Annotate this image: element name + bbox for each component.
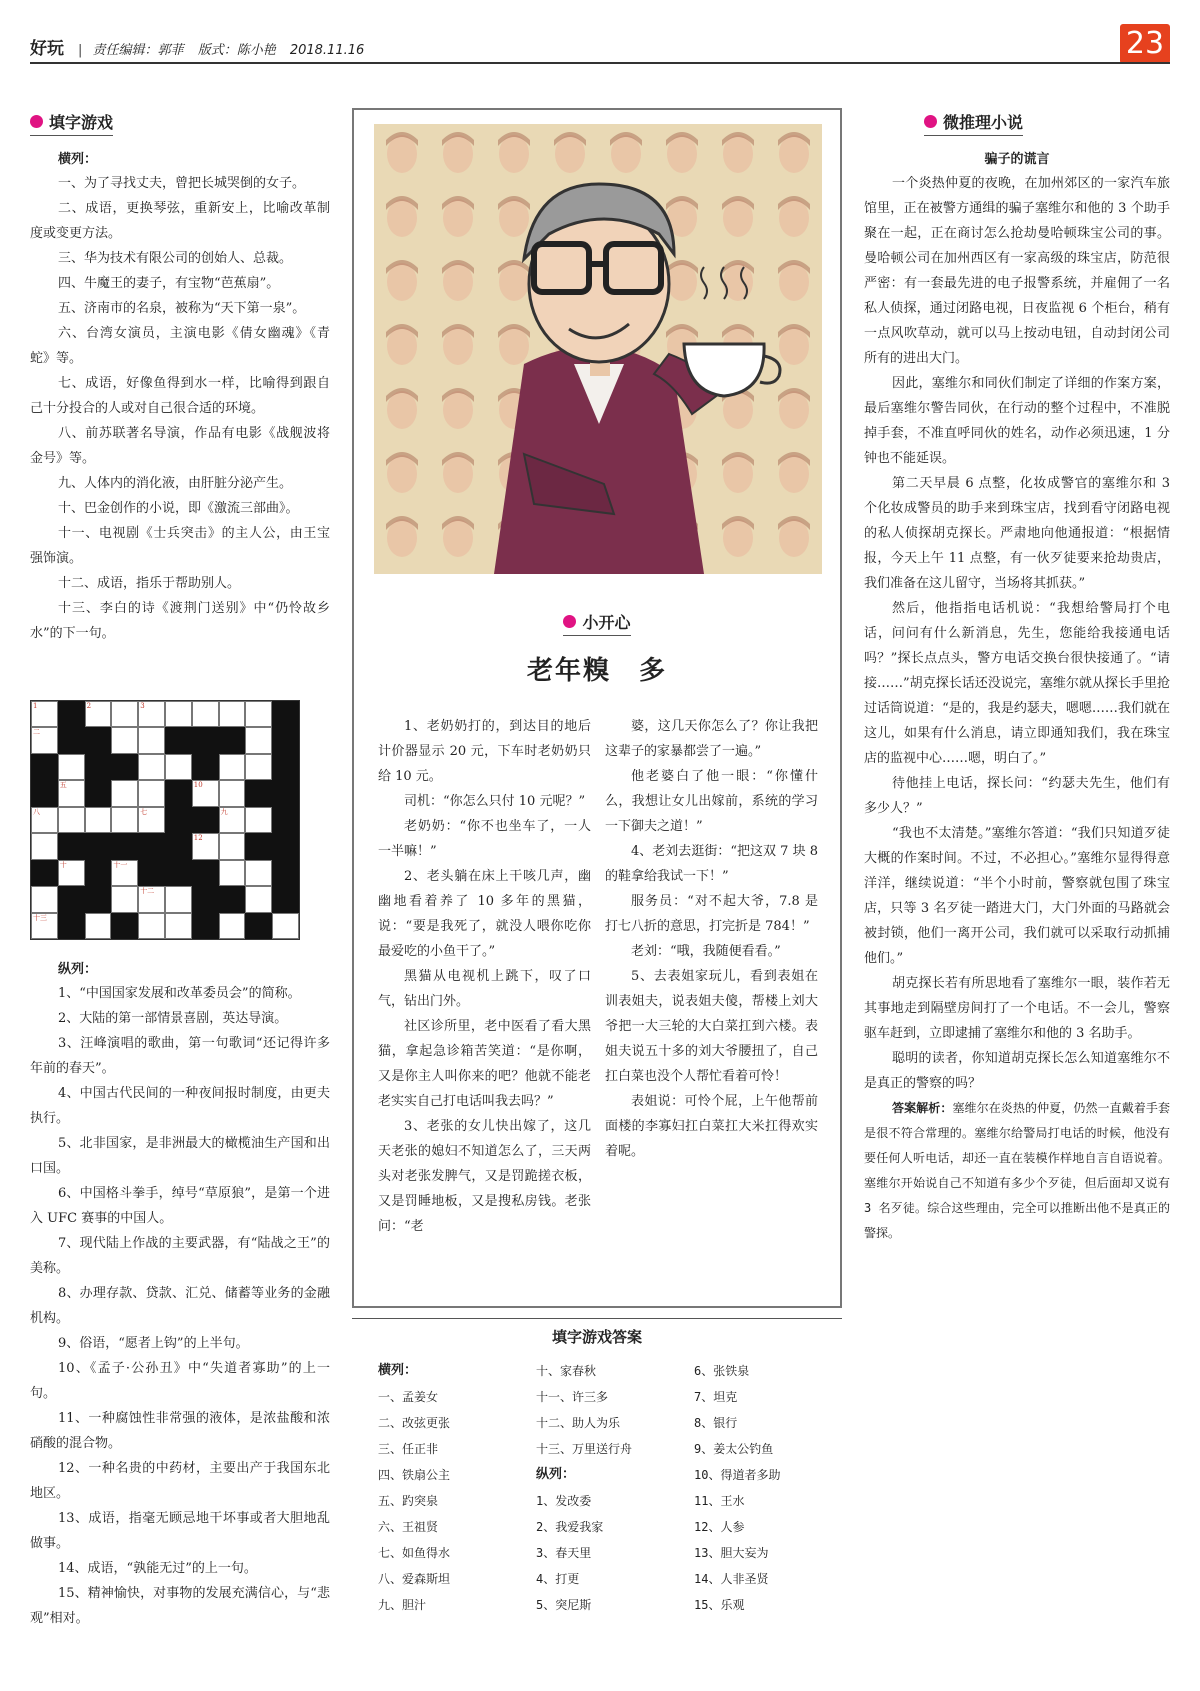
grid-cell <box>111 886 138 912</box>
down-clue: 1、“中国国家发展和改革委员会”的简称。 <box>58 986 301 1001</box>
grid-cell-black <box>138 860 165 886</box>
across-heading: 横列： <box>58 152 98 167</box>
grid-cell-black <box>85 780 112 806</box>
answer-item: 三、任正非 <box>378 1442 439 1456</box>
grid-cell <box>138 913 165 939</box>
grid-cell-black <box>272 833 299 859</box>
grid-cell-black <box>165 860 192 886</box>
grid-cell-black <box>245 913 272 939</box>
grid-cell-black <box>219 727 246 753</box>
down-clue: 10、《孟子·公孙丑》中“失道者寡助”的上一句。 <box>30 1361 330 1401</box>
grid-cell <box>31 833 58 859</box>
answers-column-2 <box>536 1358 676 1618</box>
answer-item: 13、胆大妄为 <box>694 1546 769 1560</box>
grid-clue-number: 十 <box>59 860 67 869</box>
grid-cell-black <box>58 727 85 753</box>
grid-cell-black <box>138 833 165 859</box>
mystery-story-title: 骗子的谎言 <box>984 152 1050 167</box>
grid-cell-black <box>272 860 299 886</box>
down-clue: 5、北非国家，是非洲最大的橄榄油生产国和出口国。 <box>30 1136 330 1176</box>
mystery-paragraph: 一个炎热仲夏的夜晚，在加州郊区的一家汽车旅馆里，正在被警方通缉的骗子塞维尔和他的 3 个助手聚在一起，正在商讨怎么抢劫曼哈顿珠宝公司的事。曼哈顿公司在加州西区有一家高级的珠宝店，防范很严密：有一套最先进的电子报警系统，并雇佣了一名私人侦探，通过闭路电视，日夜监视 6 个柜台，稍有一点风吹草动，就可以马上按动电钮，自动封闭公司所有的进出大门。 <box>864 176 1170 366</box>
grid-cell <box>31 701 58 727</box>
mystery-answer <box>864 1096 1170 1246</box>
joke-paragraph: 3、老张的女儿快出嫁了，这几天老张的媳妇不知道怎么了，三天两头对老张发脾气，又是罚跪搓衣板，又是罚睡地板，又是搜私房钱。老张问：“老 <box>378 1119 591 1234</box>
grid-cell <box>165 886 192 912</box>
answers-column-3 <box>694 1358 834 1618</box>
grid-clue-number: 十三 <box>33 913 47 922</box>
joke-paragraph: 老刘：“哦，我随便看看。” <box>631 944 781 959</box>
grid-clue-number: 七 <box>140 807 148 816</box>
grid-cell <box>58 807 85 833</box>
grid-cell <box>85 807 112 833</box>
grid-cell <box>31 807 58 833</box>
across-clue: 九、人体内的消化液，由肝脏分泌产生。 <box>58 476 293 491</box>
mystery-paragraph: 然后，他指指电话机说：“我想给警局打个电话，问问有什么新消息，先生，您能给我接通电话吗？”探长点点头，警方电话交换台很快接通了。“请接……”胡克探长话还没说完，塞维尔就从探长手里抢过话筒说道：“是的，我是约瑟夫，嗯嗯……我们就在这儿，如果有什么消息，请立即通知我们，我在珠宝店的监视中心……嗯，明白了。” <box>864 601 1170 766</box>
joke-paragraph: 表姐说：可怜个屁，上午他帮前面楼的李寡妇扛白菜扛大米扛得欢实着呢。 <box>605 1094 818 1159</box>
grid-cell-black <box>272 807 299 833</box>
grid-cell <box>58 780 85 806</box>
joke-paragraph: 2、老头躺在床上干咳几声，幽幽地看着养了 10 多年的黑猫，说：“要是我死了，就没人喂你吃你最爱吃的小鱼干了。” <box>378 869 591 959</box>
grid-cell-black <box>192 913 219 939</box>
joke-paragraph: 服务员：“对不起大爷，7.8 是打七八折的意思，打完折是 784！” <box>605 894 818 934</box>
grid-cell <box>111 701 138 727</box>
grid-cell-black <box>165 807 192 833</box>
grid-clue-number: 十二 <box>140 887 155 896</box>
answer-item: 五、趵突泉 <box>378 1494 439 1508</box>
joke-headline: 老年糗 多 <box>526 656 667 686</box>
joke-paragraph: 婆，这几天你怎么了？你让我把这辈子的家暴都尝了一遍。” <box>605 719 818 759</box>
grid-cell-black <box>58 913 85 939</box>
mystery-paragraph: 胡克探长若有所思地看了塞维尔一眼，装作若无其事地走到隔壁房间打了一个电话。不一会儿，警察驱车赶到，立即逮捕了塞维尔和他的 3 名助手。 <box>864 976 1170 1041</box>
mystery-story-body <box>864 171 1170 1096</box>
answers-block <box>378 1358 838 1618</box>
grid-cell-black <box>192 754 219 780</box>
grid-clue-number: 12 <box>193 834 203 843</box>
down-clue: 15、精神愉快，对事物的发展充满信心，与“悲观”相对。 <box>30 1586 330 1626</box>
across-clue: 六、台湾女演员，主演电影《倩女幽魂》《青蛇》等。 <box>30 326 330 366</box>
grid-cell <box>165 754 192 780</box>
joke-paragraph: 4、老刘去逛街：“把这双 7 块 8 的鞋拿给我试一下！” <box>605 844 818 884</box>
header-text: 好玩 | 责任编辑：郭菲 版式：陈小艳 2018.11.16 <box>30 39 365 59</box>
answer-item: 4、打更 <box>536 1572 580 1586</box>
grid-cell-black <box>85 886 112 912</box>
grid-cell-black <box>111 833 138 859</box>
grid-cell <box>219 701 246 727</box>
answer-item: 一、孟姜女 <box>378 1390 439 1404</box>
across-clue: 八、前苏联著名导演，作品有电影《战舰波将金号》等。 <box>30 426 330 466</box>
grid-cell-black <box>85 754 112 780</box>
grid-cell-black <box>58 833 85 859</box>
grid-cell-black <box>58 886 85 912</box>
answer-item: 六、王祖贤 <box>378 1520 439 1534</box>
grid-cell-black <box>192 807 219 833</box>
header-rule <box>30 62 1170 64</box>
down-clue: 2、大陆的第一部情景喜剧，英达导演。 <box>58 1011 288 1026</box>
grid-cell <box>245 754 272 780</box>
grid-cell <box>58 860 85 886</box>
grid-cell-black <box>85 860 112 886</box>
down-clue: 6、中国格斗拳手，绰号“草原狼”，是第一个进入 UFC 赛事的中国人。 <box>30 1186 330 1226</box>
down-clues-column <box>30 958 330 1631</box>
across-clue: 三、华为技术有限公司的创始人、总裁。 <box>58 251 293 266</box>
bullet-dot-icon <box>30 115 43 128</box>
answer-item: 十、家春秋 <box>536 1364 597 1378</box>
grid-cell <box>245 807 272 833</box>
down-clue: 9、俗语，“愿者上钩”的上半句。 <box>58 1336 249 1351</box>
grid-cell <box>219 833 246 859</box>
joke-column-1 <box>378 714 591 1239</box>
answer-text: 塞维尔在炎热的仲夏，仍然一直戴着手套是很不符合常理的。塞维尔给警局打电话的时候，他没有要任何人听电话，却还一直在装模作样地自言自语说着。塞维尔开始说自己不知道有多少个歹徒，但后面却又说有 3 名歹徒。综合这些理由，完全可以推断出他不是真正的警探。 <box>864 1101 1170 1240</box>
answer-item: 7、坦克 <box>694 1390 738 1404</box>
grid-cell <box>165 913 192 939</box>
grid-cell <box>111 860 138 886</box>
grid-cell <box>245 727 272 753</box>
joke-paragraph: 1、老奶奶打的，到达目的地后计价器显示 20 元，下车时老奶奶只给 10 元。 <box>378 719 591 784</box>
bullet-dot-icon <box>563 615 576 628</box>
joke-body <box>378 714 818 1239</box>
answer-item: 5、突尼斯 <box>536 1598 592 1612</box>
across-clue: 七、成语，好像鱼得到水一样，比喻得到跟自己十分投合的人或对自己很合适的环境。 <box>30 376 330 416</box>
grid-cell <box>31 886 58 912</box>
grid-cell-black <box>272 754 299 780</box>
grid-cell <box>138 701 165 727</box>
grid-cell <box>85 913 112 939</box>
answer-item: 9、姜太公钓鱼 <box>694 1442 774 1456</box>
illustration-svg <box>374 124 822 574</box>
across-clue: 二、成语，更换琴弦，重新安上，比喻改革制度或变更方法。 <box>30 201 330 241</box>
joke-section-title: 小开心 <box>563 610 630 636</box>
across-clue: 十三、李白的诗《渡荆门送别》中“仍怜故乡水”的下一句。 <box>30 601 330 641</box>
grid-clue-number: 九 <box>220 807 228 816</box>
editor-credit: 责任编辑：郭菲 <box>92 43 184 58</box>
down-clue: 13、成语，指毫无顾忌地干坏事或者大胆地乱做事。 <box>30 1511 330 1551</box>
answer-item: 十一、许三多 <box>536 1390 609 1404</box>
across-clue: 五、济南市的名泉，被称为“天下第一泉”。 <box>58 301 306 316</box>
grid-cell-black <box>165 833 192 859</box>
grid-cell <box>138 727 165 753</box>
answers-rule <box>352 1318 842 1319</box>
grid-cell <box>272 913 299 939</box>
grid-cell <box>245 701 272 727</box>
grid-cell-black <box>111 913 138 939</box>
joke-section-header <box>354 610 840 636</box>
section-brand: 好玩 <box>30 39 64 59</box>
grid-cell-black <box>245 780 272 806</box>
grid-cell-black <box>165 727 192 753</box>
grid-cell-black <box>192 860 219 886</box>
answer-item: 九、胆汁 <box>378 1598 427 1612</box>
grid-cell-black <box>192 727 219 753</box>
grid-cell <box>85 701 112 727</box>
grid-cell <box>31 727 58 753</box>
grid-cell-black <box>111 754 138 780</box>
grid-cell <box>165 701 192 727</box>
grid-cell <box>111 727 138 753</box>
answer-item: 横列： <box>378 1363 418 1378</box>
grid-clue-number: 五 <box>59 781 67 790</box>
answer-item: 14、人非圣贤 <box>694 1572 769 1586</box>
down-clue: 8、办理存款、贷款、汇兑、储蓄等业务的金融机构。 <box>30 1286 330 1326</box>
mystery-paragraph: 聪明的读者，你知道胡克探长怎么知道塞维尔不是真正的警察的吗？ <box>864 1051 1170 1091</box>
page-number: 23 <box>1120 24 1170 64</box>
old-man-coffee-illustration <box>374 124 822 574</box>
grid-cell <box>219 807 246 833</box>
answer-item: 二、改弦更张 <box>378 1416 451 1430</box>
joke-paragraph: 5、去表姐家玩儿，看到表姐在训表姐夫，说表姐夫傻，帮楼上刘大爷把一大三轮的大白菜扛到六楼。表姐夫说五十多的刘大爷腰扭了，自己扛白菜也没个人帮忙看着可怜！ <box>605 969 818 1084</box>
grid-clue-number: 1 <box>33 702 38 710</box>
grid-cell <box>192 780 219 806</box>
grid-cell-black <box>85 727 112 753</box>
answer-item: 8、银行 <box>694 1416 738 1430</box>
down-heading: 纵列： <box>58 962 98 977</box>
grid-cell-black <box>85 833 112 859</box>
grid-cell-black <box>58 701 85 727</box>
answer-item: 6、张铁泉 <box>694 1364 750 1378</box>
mystery-paragraph: 待他挂上电话，探长问：“约瑟夫先生，他们有多少人？” <box>864 776 1170 816</box>
answer-item: 3、春天里 <box>536 1546 592 1560</box>
grid-cell-black <box>272 886 299 912</box>
grid-cell-black <box>272 701 299 727</box>
grid-cell <box>192 701 219 727</box>
answer-item: 10、得道者多助 <box>694 1468 781 1482</box>
grid-clue-number: 十一 <box>113 860 128 869</box>
grid-cell-black <box>165 780 192 806</box>
grid-cell <box>138 807 165 833</box>
down-clue: 14、成语，“孰能无过”的上一句。 <box>58 1561 257 1576</box>
across-clue: 一、为了寻找丈夫，曾把长城哭倒的女子。 <box>58 176 306 191</box>
grid-cell-black <box>192 886 219 912</box>
answer-item: 11、王水 <box>694 1494 745 1508</box>
layout-credit: 版式：陈小艳 <box>197 43 276 58</box>
crossword-column <box>30 110 330 646</box>
joke-box <box>352 108 842 1308</box>
grid-cell <box>192 833 219 859</box>
mystery-section-title: 微推理小说 <box>924 110 1023 136</box>
answer-label: 答案解析： <box>892 1101 953 1115</box>
answer-item: 七、如鱼得水 <box>378 1546 451 1560</box>
grid-cell-black <box>31 780 58 806</box>
answers-column-1 <box>378 1358 518 1618</box>
crossword-grid <box>30 700 300 940</box>
joke-paragraph: 司机：“你怎么只付 10 元呢？” <box>404 794 586 809</box>
grid-cell-black <box>272 727 299 753</box>
grid-cell <box>219 780 246 806</box>
grid-clue-number: 3 <box>140 702 145 710</box>
down-clue: 3、汪峰演唱的歌曲，第一句歌词“还记得许多年前的春天”。 <box>30 1036 330 1076</box>
answer-item: 纵列： <box>536 1467 576 1482</box>
answer-item: 12、人参 <box>694 1520 745 1534</box>
across-clue: 十一、电视剧《士兵突击》的主人公，由王宝强饰演。 <box>30 526 330 566</box>
down-clue: 7、现代陆上作战的主要武器，有“陆战之王”的美称。 <box>30 1236 330 1276</box>
down-clue-list <box>30 981 330 1631</box>
grid-cell <box>219 754 246 780</box>
across-clue: 四、牛魔王的妻子，有宝物“芭蕉扇”。 <box>58 276 280 291</box>
mystery-paragraph: “我也不太清楚。”塞维尔答道：“我们只知道歹徒大概的作案时间。不过，不必担心。”塞维尔显得得意洋洋，继续说道：“半个小时前，警察就包围了珠宝店，只等 3 名歹徒一踏进大门，大门外面的马路就会被封锁，他们一离开公司，我们就可以采取行动抓捕他们。” <box>864 826 1170 966</box>
answer-item: 1、发改委 <box>536 1494 592 1508</box>
grid-cell <box>219 860 246 886</box>
grid-cell <box>138 754 165 780</box>
joke-paragraph: 老奶奶：“你不也坐车了，一人一半嘛！” <box>378 819 591 859</box>
down-clue: 4、中国古代民间的一种夜间报时制度，由更夫执行。 <box>30 1086 330 1126</box>
answer-item: 15、乐观 <box>694 1598 745 1612</box>
answer-item: 十三、万里送行舟 <box>536 1442 633 1456</box>
answer-item: 十二、助人为乐 <box>536 1416 621 1430</box>
grid-cell-black <box>31 754 58 780</box>
mystery-column <box>864 110 1170 1246</box>
grid-cell <box>245 860 272 886</box>
mystery-paragraph: 第二天早晨 6 点整，化妆成警官的塞维尔和 3 个化妆成警员的助手来到珠宝店，找到看守闭路电视的私人侦探胡克探长。严肃地向他通报道：“根据情报，今天上午 11 点整，有一伙歹徒要来抢劫贵店，我们准备在这儿留守，当场将其抓获。” <box>864 476 1170 591</box>
answer-item: 四、铁扇公主 <box>378 1468 451 1482</box>
joke-paragraph: 他老婆白了他一眼：“你懂什么，我想让女儿出嫁前，系统的学习一下御夫之道！” <box>605 769 818 834</box>
crossword-section-title: 填字游戏 <box>30 110 113 136</box>
grid-cell <box>111 780 138 806</box>
grid-cell <box>138 886 165 912</box>
joke-paragraph: 社区诊所里，老中医看了看大黑猫，拿起急诊箱苦笑道：“是你啊，又是你主人叫你来的吧？他就不能老老实实自己打电话叫我去吗？” <box>378 1019 591 1109</box>
joke-paragraph: 黑猫从电视机上跳下，叹了口气，钻出门外。 <box>378 969 591 1009</box>
answer-item: 八、爱森斯坦 <box>378 1572 451 1586</box>
grid-cell-black <box>272 780 299 806</box>
grid-clue-number: 八 <box>33 807 40 816</box>
grid-clue-number: 2 <box>86 702 92 710</box>
grid-cell <box>111 807 138 833</box>
grid-cell <box>245 886 272 912</box>
grid-clue-number: 10 <box>193 781 203 790</box>
bullet-dot-icon <box>924 115 937 128</box>
answers-title: 填字游戏答案 <box>551 1328 642 1346</box>
answer-item: 2、我爱我家 <box>536 1520 604 1534</box>
grid-cell-black <box>219 886 246 912</box>
grid-cell <box>58 754 85 780</box>
grid-cell-black <box>245 833 272 859</box>
joke-column-2 <box>605 714 818 1239</box>
down-clue: 11、一种腐蚀性非常强的液体，是浓盐酸和浓硝酸的混合物。 <box>30 1411 330 1451</box>
grid-cell-black <box>31 860 58 886</box>
grid-cell <box>31 913 58 939</box>
grid-cell <box>138 780 165 806</box>
across-clue-list <box>30 171 330 646</box>
mystery-paragraph: 因此，塞维尔和同伙们制定了详细的作案方案，最后塞维尔警告同伙，在行动的整个过程中，不准脱掉手套，不准直呼同伙的姓名，动作必须迅速，1 分钟也不能延误。 <box>864 376 1170 466</box>
across-clue: 十二、成语，指乐于帮助别人。 <box>58 576 241 591</box>
issue-date: 2018.11.16 <box>289 43 365 58</box>
grid-cell <box>219 913 246 939</box>
across-clue: 十、巴金创作的小说，即《激流三部曲》。 <box>58 501 299 516</box>
grid-clue-number: 二 <box>33 728 40 737</box>
down-clue: 12、一种名贵的中药材，主要出产于我国东北地区。 <box>30 1461 330 1501</box>
